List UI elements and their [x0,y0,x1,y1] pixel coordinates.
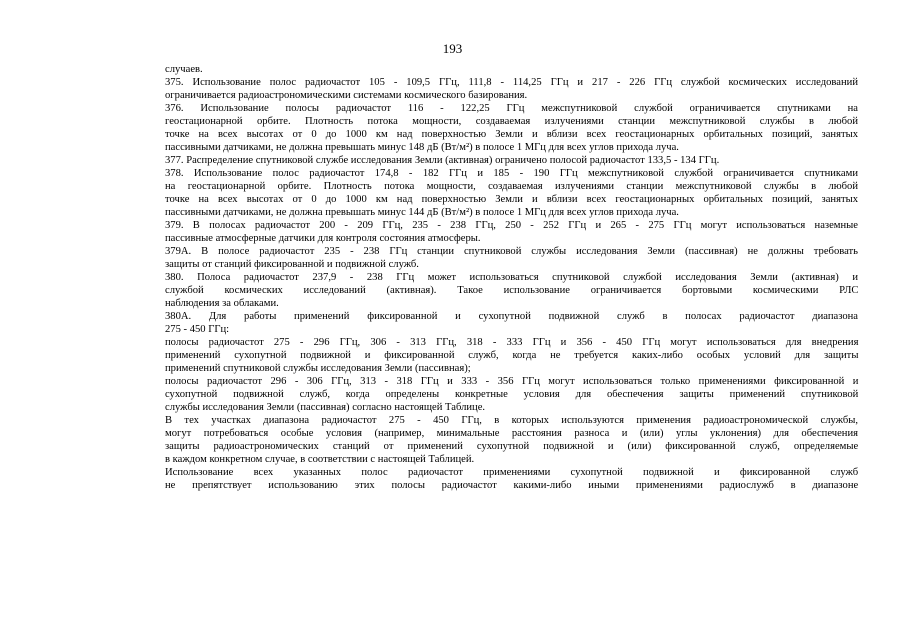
text-line: службы исследования Земли (пассивная) согласно настоящей Таблице. [165,402,486,413]
text-line: применений спутниковой службы исследования Земли (пассивная); [165,363,471,374]
text-line: полосы радиочастот 296 - 306 ГГц, 313 - 318 ГГц и 333 - 356 ГГц могут использоваться только применениями фиксированной и [165,376,859,387]
text-line: сухопутной подвижной служб, когда определены конкретные условия для обеспечения защиты применений спутниковой [165,389,859,400]
text-line: могут потребоваться особые условия (например, минимальные расстояния разноса и (или) углы уклонения) для обеспечения [165,428,858,439]
text-line: В тех участках диапазона радиочастот 275 - 450 ГГц, в которых используются применения радиоастрономической службы, [165,415,858,426]
text-line: 275 - 450 ГГц: [165,324,230,335]
text-line: 379А. В полосе радиочастот 235 - 238 ГГц станции спутниковой службы исследования Земли (пассивная) не должны требовать [165,246,858,257]
text-line: пассивными датчиками, не должна превышать минус 148 дБ (Вт/м²) в полосе 1 МГц для всех углов прихода луча. [165,142,679,153]
text-line: ограничивается радиоастрономическими системами космического базирования. [165,90,528,101]
document-body [165,63,858,492]
text-line: защиты от станций фиксированной и подвижной служб. [165,259,419,270]
text-line: 375. Использование полос радиочастот 105 - 109,5 ГГц, 111,8 - 114,25 ГГц и 217 - 226 ГГц службой космических исследований [165,77,858,88]
text-line: пассивные атмосферные датчики для контроля состояния атмосферы. [165,233,481,244]
text-line: 377. Распределение спутниковой службе исследования Земли (активная) ограничено полосой радиочастот 133,5 - 134 ГГц. [165,155,720,166]
text-line: полосы радиочастот 275 - 296 ГГц, 306 - 313 ГГц, 318 - 333 ГГц и 356 - 450 ГГц могут использоваться для внедрения [165,337,859,348]
text-line: применений сухопутной подвижной и фиксированной служб, когда не требуется каких-либо особых условий для защиты [165,350,859,361]
text-line: защиты радиоастрономических станций от применений сухопутной подвижной и (или) фиксированной служб, определяемые [165,441,859,452]
page-number: 193 [442,41,463,56]
text-line: наблюдения за облаками. [165,298,279,309]
text-line: 380А. Для работы применений фиксированной и сухопутной подвижной служб в полосах радиочастот диапазона [165,311,859,322]
text-line: 379. В полосах радиочастот 200 - 209 ГГц, 235 - 238 ГГц, 250 - 252 ГГц и 265 - 275 ГГц могут использоваться наземные [165,220,858,231]
text-line: не препятствует использованию этих полосы радиочастот какими-либо иными применениями радиослужб в диапазоне [165,480,859,491]
text-line: на геостационарной орбите. Плотность потока мощности, создаваемая излучениями станции межспутниковой службы в любой [165,181,858,192]
text-line: 380. Полоса радиочастот 237,9 - 238 ГГц может использоваться спутниковой службой исследования Земли (активная) и [165,272,858,283]
text-line: 376. Использование полосы радиочастот 116 - 122,25 ГГц межспутниковой службой ограничивается спутниками на [165,103,858,114]
text-line: службой космических исследований (активная). Такое использование ограничивается бортовыми космическими РЛС [165,285,859,296]
text-line: случаев. [165,64,203,75]
text-line: в каждом конкретном случае, в соответствии с настоящей Таблицей. [165,454,475,465]
text-line: точке на всех высотах от 0 до 1000 км над поверхностью Земли и вблизи всех геостационарных орбитальных позиций, занятых [165,194,858,205]
text-line: точке на всех высотах от 0 до 1000 км над поверхностью Земли и вблизи всех геостационарных орбитальных позиций, занятых [165,129,858,140]
text-line: 378. Использование полос радиочастот 174,8 - 182 ГГц и 185 - 190 ГГц межспутниковой службой ограничивается спутниками [165,168,858,179]
text-line: пассивными датчиками, не должна превышать минус 144 дБ (Вт/м²) в полосе 1 МГц для всех углов прихода луча. [165,207,679,218]
text-line: Использование всех указанных полос радиочастот применениями сухопутной подвижной и фиксированной служб [165,467,859,478]
text-line: геостационарной орбите. Плотность потока мощности, создаваемая излучениями станции межспутниковой службы в любой [165,116,858,127]
